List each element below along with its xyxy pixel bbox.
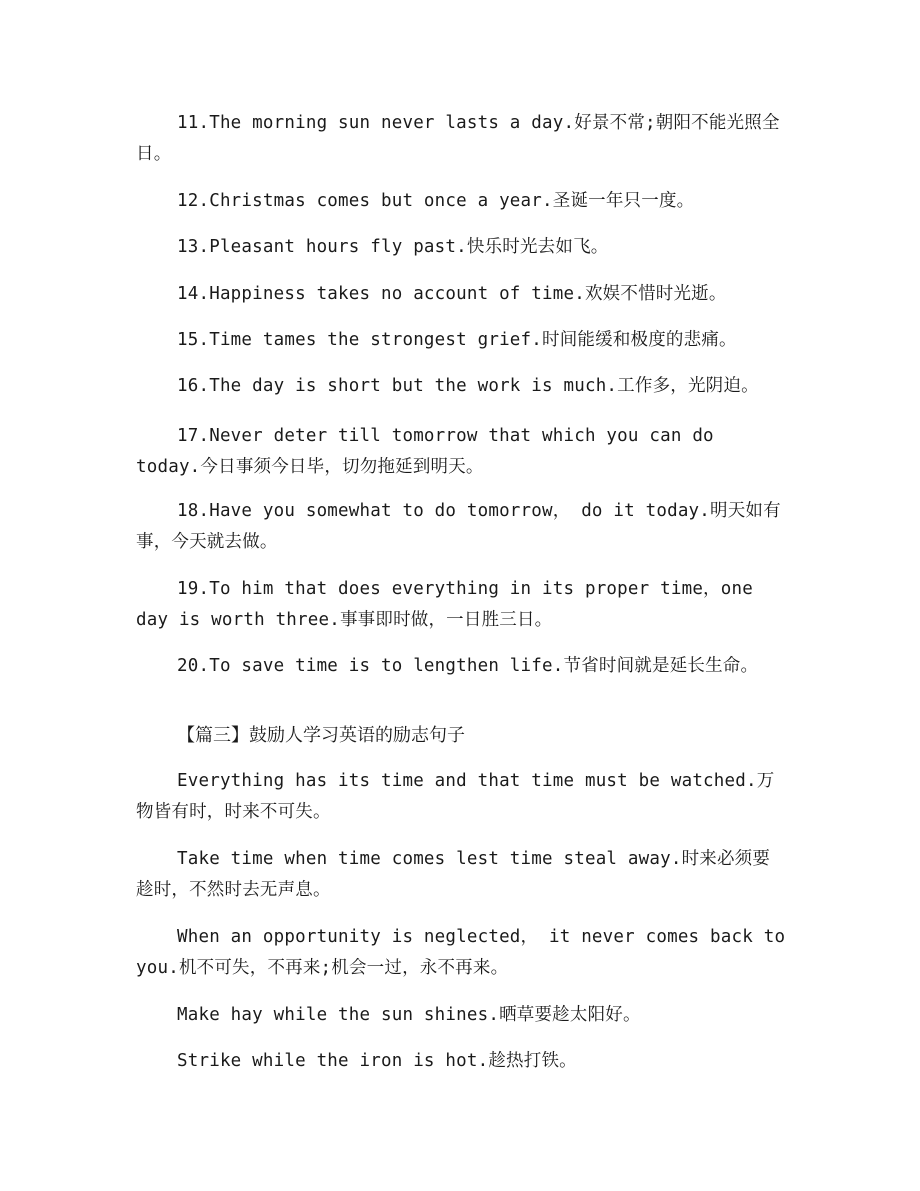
section-proverb-4: Make hay while the sun shines.晒草要趁太阳好。 xyxy=(177,1005,641,1025)
proverb-11: 11.The morning sun never lasts a day.好景不常;朝阳不能光照全日。 xyxy=(136,113,780,164)
proverb-17: 17.Never deter till tomorrow that which you can do today.今日事须今日毕，切勿拖延到明天。 xyxy=(136,426,714,477)
proverb-15: 15.Time tames the strongest grief.时间能缓和极度的悲痛。 xyxy=(177,330,737,350)
section-proverb-5: Strike while the iron is hot.趁热打铁。 xyxy=(177,1051,577,1071)
proverb-20: 20.To save time is to lengthen life.节省时间就是延长生命。 xyxy=(177,656,759,676)
proverb-13: 13.Pleasant hours fly past.快乐时光去如飞。 xyxy=(177,237,609,257)
proverb-18: 18.Have you somewhat to do tomorrow， do it today.明天如有事，今天就去做。 xyxy=(136,501,781,552)
section-proverb-2: Take time when time comes lest time steal away.时来必须要趁时，不然时去无声息。 xyxy=(136,849,771,900)
proverb-14: 14.Happiness takes no account of time.欢娱不惜时光逝。 xyxy=(177,284,727,304)
proverb-19: 19.To him that does everything in its proper time，one day is worth three.事事即时做，一日胜三日。 xyxy=(136,579,753,630)
proverb-12: 12.Christmas comes but once a year.圣诞一年只一度。 xyxy=(177,191,695,211)
proverb-16: 16.The day is short but the work is much.工作多，光阴迫。 xyxy=(177,376,759,396)
section-proverb-3: When an opportunity is neglected， it never comes back to you.机不可失，不再来;机会一过，永不再来。 xyxy=(136,927,786,978)
section-proverb-1: Everything has its time and that time must be watched.万物皆有时，时来不可失。 xyxy=(136,771,775,822)
section-heading: 【篇三】鼓励人学习英语的励志句子 xyxy=(177,725,465,746)
